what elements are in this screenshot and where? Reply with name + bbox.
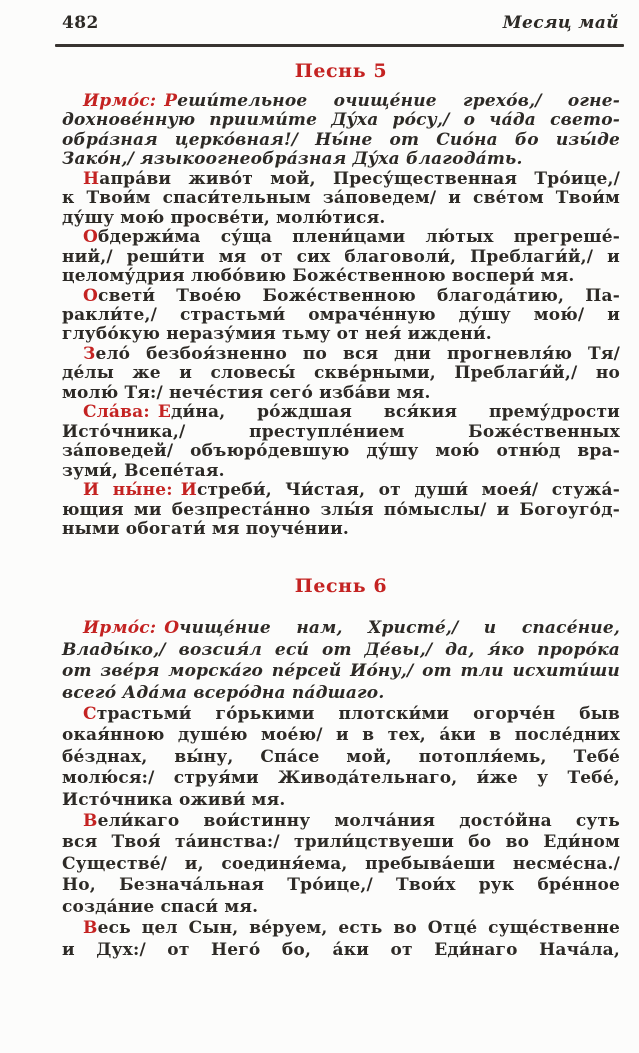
liturgical-label: И ны́не: [83,480,173,501]
troparion-paragraph [62,918,620,961]
liturgical-label: Ирмо́с: [83,91,157,111]
text-line: Существе́/ и, соединя́ема, пребыва́еши несме́сна./ [62,853,620,874]
line-text: стреби́, Чи́стая, от души́ моея́/ стужа́- [196,480,620,501]
text-line: ющия ми безпреста́нно злы́я по́мыслы/ и Богоуго́д- [62,499,620,520]
text-line: Зако́н,/ языкоогнеобра́зная Ду́ха благода́ть. [62,149,523,170]
text-line [62,287,620,306]
troparion-paragraph [62,481,620,539]
text-line: Исто́чника,/ преступле́нием Боже́ственных [62,421,620,442]
text-line: созда́ние спаси́ мя. [62,896,259,917]
running-title: Месяц май [502,13,619,33]
text-line [62,481,620,500]
line-text: чище́ние нам, Христе́,/ и спасе́ние, [179,618,620,639]
line-text: ели́каго вои́стинну молча́ния досто́йна суть [97,811,620,832]
text-line [62,345,620,364]
text-line: Исто́чника оживи́ мя. [62,789,286,810]
page-header [62,13,619,33]
drop-initial: О [83,285,99,306]
text-line: вся Твоя́ та́инства:/ трили́цствуеши бо во Еди́ном [62,832,620,853]
content [62,56,620,961]
troparion-paragraph [62,287,620,345]
text-line: ний,/ реши́ти мя от сих благоволи́, Преблаги́й,/ и [62,246,620,267]
text-line: бе́зднах, вы́ну, Спа́се мой, потопля́емь, Тебе́ [62,746,620,767]
line-text: есь цел Сын, ве́руем, есть во Отце́ суще́ственне [97,918,620,939]
text-line: обра́зная церко́вная!/ Ны́не от Сио́на бо изы́де [62,129,620,150]
drop-initial: Н [83,168,100,189]
text-line: за́поведей/ объюро́девшую ду́шу мою́ отню́д вра- [62,441,620,462]
text-line [62,811,620,832]
text-line: ными обогати́ мя поуче́нии. [62,518,350,539]
text-line [62,170,620,189]
line-text: свети́ Твое́ю Боже́ственною благода́тию, Па- [98,285,620,306]
drop-initial: З [83,343,96,364]
drop-initial: С [83,704,97,725]
line-text: трастьми́ го́рькими плотски́ми огорче́н быв [96,704,620,725]
line-text: апра́ви живо́т мой, Пресу́щественная Тро́ице,/ [99,168,620,189]
drop-initial: В [83,811,98,832]
text-line: от зве́ря морска́го пе́рсей Ио́ну,/ от тли исхити́ши [62,661,620,682]
text-line: зуми́, Всепе́тая. [62,460,225,481]
irmos-paragraph [62,92,620,170]
troparion-paragraph [62,228,620,286]
song-heading: Песнь 5 [294,60,388,82]
text-line: дохнове́нную приими́те Ду́ха ро́су,/ о ча́да свето- [62,110,620,131]
text-line: молю́ся:/ струя́ми Живода́тельнаго, и́же у Тебе́, [62,768,620,789]
liturgical-label: Сла́ва: [83,402,150,423]
troparion-paragraph [62,704,620,811]
text-line [62,92,620,111]
text-line [62,704,620,725]
text-line [62,618,620,639]
drop-initial: О [83,227,99,248]
song-section [62,92,620,539]
text-line: целому́дрия любо́вию Боже́ственною воспери́ мя. [62,266,575,287]
song-section [62,618,620,961]
text-line [62,918,620,939]
text-line: молю́ Тя:/ нече́стия сего́ изба́ви мя. [62,382,431,403]
text-line [62,228,620,247]
liturgical-label: Ирмо́с: [83,618,157,639]
page-number: 482 [62,13,99,33]
drop-initial: О [164,618,180,639]
text-line: глубо́кую неразу́мия тьму от нея́ иждени́. [62,324,492,345]
line-text: ди́на, ро́ждшая вся́кия прему́дрости [171,402,620,423]
troparion-paragraph [62,170,620,228]
irmos-paragraph [62,618,620,704]
song-heading: Песнь 6 [294,575,388,598]
line-text: бдержи́ма су́ща плени́цами лю́тых прегреше́- [98,227,620,248]
troparion-paragraph [62,811,620,918]
header-rule [55,44,624,47]
text-line: окая́нною душе́ю мое́ю/ и в тех, а́ки в после́дних [62,725,620,746]
text-line [62,403,620,422]
text-line: к Твои́м спаси́тельным за́поведем/ и све́том Твои́м [62,188,620,209]
text-line: ракли́те,/ страстьми́ омраче́нную ду́шу мою́/ и [62,304,620,325]
drop-initial: И [180,480,197,501]
text-line: всего́ Ада́ма всеро́дна па́дшаго. [62,682,385,703]
line-text: еши́тельное очище́ние грехо́в,/ огне- [177,91,620,111]
drop-initial: Р [164,91,178,111]
text-line: и Дух:/ от Него́ бо, а́ки от Еди́наго Нача́ла, [62,939,620,960]
drop-initial: Е [157,402,172,423]
troparion-paragraph [62,345,620,403]
troparion-paragraph [62,403,620,481]
text-line: ду́шу мою́ просве́ти, молю́тися. [62,207,386,228]
drop-initial: В [83,918,98,939]
line-text: ело́ безбоя́зненно по вся дни прогневля́ю Тя/ [95,343,620,364]
text-line: Влады́ко,/ возсия́л еси́ от Де́вы,/ да, я́ко проро́ка [62,639,620,660]
text-line: Но, Безнача́льная Тро́ице,/ Твои́х рук бре́нное [62,875,620,896]
text-line: де́лы же и словесы́ скве́рными, Преблаги́й,/ но [62,363,620,384]
